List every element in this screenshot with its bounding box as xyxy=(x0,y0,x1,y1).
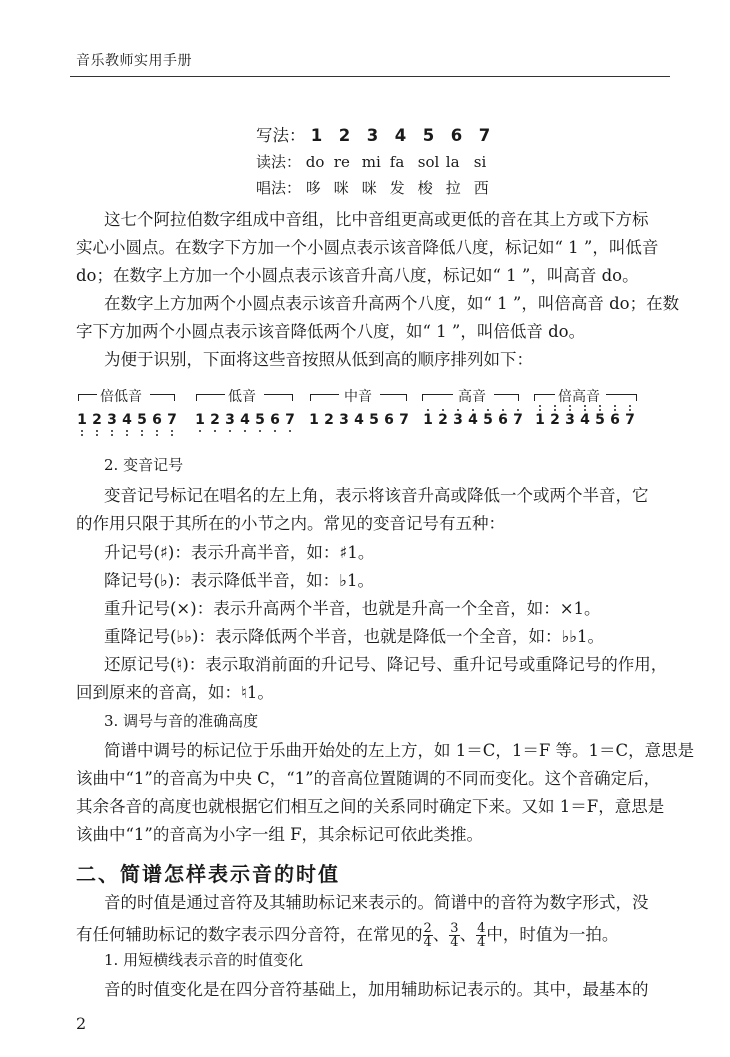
octave-dot xyxy=(156,430,158,432)
scale-digit: 3 xyxy=(225,412,235,428)
sing-val: 咪 xyxy=(333,179,349,197)
paragraph-line: 升记号(♯)：表示升高半音，如：♯1。 xyxy=(104,543,375,562)
header-rule xyxy=(70,76,670,77)
bracket-line xyxy=(196,394,225,401)
scale-digit: 5 xyxy=(137,412,147,428)
octave-dot xyxy=(141,434,143,436)
scale-digit: 1 xyxy=(535,412,545,428)
octave-dot xyxy=(554,409,556,411)
write-val: 3 xyxy=(366,126,379,145)
sing-val: 咪 xyxy=(361,179,377,197)
scale-digit: 4 xyxy=(354,412,364,428)
write-val: 4 xyxy=(394,126,407,145)
text-span: 有任何辅助标记的数字表示四分音符，在常见的 xyxy=(76,925,423,945)
paragraph-line: 这七个阿拉伯数字组成中音组，比中音组更高或更低的音在其上方或下方标 xyxy=(104,210,649,229)
octave-dot xyxy=(111,430,113,432)
solfege-write-row xyxy=(256,128,507,145)
octave-dot xyxy=(614,405,616,407)
octave-dot xyxy=(517,409,519,411)
paragraph-line: 变音记号标记在唱名的左上角，表示将该音升高或降低一个或两个半音，它 xyxy=(104,486,649,505)
scale-digit: 1 xyxy=(309,412,319,428)
octave-dot xyxy=(584,409,586,411)
read-val: la xyxy=(445,153,460,171)
octave-dot xyxy=(199,430,201,432)
octave-dot xyxy=(599,409,601,411)
bracket-line xyxy=(534,394,555,401)
scale-digit: 6 xyxy=(610,412,620,428)
sing-val: 拉 xyxy=(445,179,461,197)
scale-digit: 2 xyxy=(324,412,334,428)
read-label: 读法： xyxy=(256,153,302,171)
bracket-line xyxy=(494,394,519,401)
bracket-line xyxy=(78,394,97,401)
paragraph-line: do；在数字上方加一个小圆点表示该音升高八度，标记如“ 1 ”，叫高音 do。 xyxy=(76,266,639,285)
paragraph-line: 该曲中“1”的音高为小字一组 F，其余标记可依此类推。 xyxy=(76,825,484,844)
write-val: 2 xyxy=(338,126,351,145)
text-span: 、 xyxy=(432,925,450,945)
time-signature xyxy=(423,922,433,949)
scale-digit: 7 xyxy=(399,412,409,428)
octave-dot xyxy=(539,405,541,407)
sing-val: 西 xyxy=(473,179,489,197)
read-val: fa xyxy=(389,153,405,171)
paragraph-line: 为便于识别，下面将这些音按照从低到高的顺序排列如下： xyxy=(104,350,533,369)
scale-digit: 4 xyxy=(122,412,132,428)
paragraph-line: 在数字上方加两个小圆点表示该音升高两个八度，如“ 1 ”，叫倍高音 do；在数 xyxy=(104,294,680,313)
octave-dot xyxy=(599,405,601,407)
frac-num: 3 xyxy=(450,921,459,936)
sing-val: 哆 xyxy=(305,179,321,197)
octave-dot xyxy=(126,430,128,432)
write-val: 7 xyxy=(478,126,491,145)
octave-dot xyxy=(229,430,231,432)
paragraph-line: 音的时值是通过音符及其辅助标记来表示的。简谱中的音符为数字形式，没 xyxy=(104,893,649,912)
octave-dot xyxy=(214,430,216,432)
text-span: 中，时值为一拍。 xyxy=(486,925,619,945)
paragraph-line-fractions xyxy=(76,922,618,949)
octave-dot xyxy=(141,430,143,432)
read-val: sol xyxy=(417,153,440,171)
paragraph-line: 回到原来的音高，如：♮1。 xyxy=(76,683,274,702)
frac-den: 4 xyxy=(423,935,432,950)
write-val: 1 xyxy=(310,126,323,145)
octave-dot xyxy=(274,430,276,432)
octave-dot xyxy=(442,409,444,411)
scale-digit: 5 xyxy=(255,412,265,428)
page-number: 2 xyxy=(76,1014,87,1033)
paragraph-line: 该曲中“1”的音高为中央 C，“1”的音高位置随调的不同而变化。这个音确定后， xyxy=(76,769,661,788)
octave-dot xyxy=(126,434,128,436)
frac-num: 4 xyxy=(477,921,486,936)
octave-dot xyxy=(487,409,489,411)
scale-digit: 2 xyxy=(210,412,220,428)
octave-dot xyxy=(584,405,586,407)
write-label: 写法： xyxy=(256,126,306,145)
running-header: 音乐教师实用手册 xyxy=(76,53,192,69)
octave-dot xyxy=(81,430,83,432)
octave-dot xyxy=(96,430,98,432)
scale-digit: 4 xyxy=(240,412,250,428)
read-val: si xyxy=(473,153,487,171)
scale-digit: 7 xyxy=(625,412,635,428)
octave-dot xyxy=(629,405,631,407)
paragraph-line: 其余各音的高度也就根据它们相互之间的关系同时确定下来。又如 1＝F，意思是 xyxy=(76,797,665,816)
scale-digit: 3 xyxy=(565,412,575,428)
section-heading: 3. 调号与音的准确高度 xyxy=(104,712,259,730)
chapter-subheading: 二、简谱怎样表示音的时值 xyxy=(76,862,340,886)
scale-digit: 5 xyxy=(595,412,605,428)
bracket-line xyxy=(264,394,293,401)
scale-digit: 6 xyxy=(152,412,162,428)
scale-digit: 7 xyxy=(167,412,177,428)
scale-digit: 6 xyxy=(498,412,508,428)
octave-dot xyxy=(502,409,504,411)
octave-dot xyxy=(629,409,631,411)
text-span: 、 xyxy=(459,925,477,945)
write-val: 5 xyxy=(422,126,435,145)
octave-dot xyxy=(259,430,261,432)
bracket-line xyxy=(380,394,407,401)
paragraph-line: 降记号(♭)：表示降低半音，如：♭1。 xyxy=(104,571,374,590)
octave-dot xyxy=(96,434,98,436)
bracket-line xyxy=(422,394,453,401)
frac-num: 2 xyxy=(423,921,432,936)
paragraph-line: 还原记号(♮)：表示取消前面的升记号、降记号、重升记号或重降记号的作用， xyxy=(104,655,668,674)
scale-group-label: 倍低音 xyxy=(100,389,142,405)
sing-val: 发 xyxy=(389,179,405,197)
octave-dot xyxy=(289,430,291,432)
read-val: mi xyxy=(361,153,381,171)
scale-digit: 4 xyxy=(580,412,590,428)
octave-dot xyxy=(457,409,459,411)
octave-dot xyxy=(81,434,83,436)
octave-dot xyxy=(156,434,158,436)
scale-group-label: 倍高音 xyxy=(558,389,600,405)
octave-dot xyxy=(427,409,429,411)
frac-den: 4 xyxy=(450,935,459,950)
scale-digit: 6 xyxy=(270,412,280,428)
octave-dot xyxy=(554,405,556,407)
write-val: 6 xyxy=(450,126,463,145)
scale-digit: 5 xyxy=(483,412,493,428)
octave-dot xyxy=(614,409,616,411)
scale-digit: 2 xyxy=(550,412,560,428)
scale-group-label: 低音 xyxy=(228,389,256,405)
octave-dot xyxy=(539,409,541,411)
pitch-scale-diagram xyxy=(76,386,646,436)
read-val: re xyxy=(333,153,350,171)
octave-dot xyxy=(569,405,571,407)
octave-dot xyxy=(171,434,173,436)
scale-digit: 4 xyxy=(468,412,478,428)
sing-val: 梭 xyxy=(417,179,433,197)
scale-digit: 1 xyxy=(77,412,87,428)
scale-digit: 6 xyxy=(384,412,394,428)
paragraph-line: 字下方加两个小圆点表示该音降低两个八度，如“ 1 ”，叫倍低音 do。 xyxy=(76,322,586,341)
paragraph-line: 重降记号(♭♭)：表示降低两个半音，也就是降低一个全音，如：♭♭1。 xyxy=(104,627,605,646)
paragraph-line: 的作用只限于其所在的小节之内。常见的变音记号有五种： xyxy=(76,514,505,533)
section-heading: 2. 变音记号 xyxy=(104,456,184,474)
solfege-read-row xyxy=(256,155,502,170)
scale-digit: 3 xyxy=(107,412,117,428)
scale-digit: 5 xyxy=(369,412,379,428)
time-signature xyxy=(476,922,486,949)
octave-dot xyxy=(171,430,173,432)
scale-digit: 1 xyxy=(423,412,433,428)
scale-digit: 2 xyxy=(92,412,102,428)
octave-dot xyxy=(472,409,474,411)
scale-digit: 1 xyxy=(195,412,205,428)
bracket-line xyxy=(310,394,339,401)
paragraph-line: 音的时值变化是在四分音符基础上，加用辅助标记表示的。其中，最基本的 xyxy=(104,980,649,999)
octave-dot xyxy=(569,409,571,411)
sing-label: 唱法： xyxy=(256,179,302,197)
bracket-line xyxy=(606,394,637,401)
read-val: do xyxy=(305,153,325,171)
paragraph-line: 重升记号(×)：表示升高两个半音，也就是升高一个全音，如：×1。 xyxy=(104,599,601,618)
scale-digit: 3 xyxy=(453,412,463,428)
scale-digit: 3 xyxy=(339,412,349,428)
scale-digits xyxy=(76,408,646,436)
section-heading: 1. 用短横线表示音的时值变化 xyxy=(104,951,304,969)
paragraph-line: 简谱中调号的标记位于乐曲开始处的左上方，如 1＝C，1＝F 等。1＝C，意思是 xyxy=(104,741,695,760)
scale-digit: 7 xyxy=(285,412,295,428)
scale-group-label: 高音 xyxy=(458,389,486,405)
scale-group-label: 中音 xyxy=(344,389,372,405)
paragraph-line: 实心小圆点。在数字下方加一个小圆点表示该音降低八度，标记如“ 1 ”，叫低音 xyxy=(76,238,659,257)
scale-digit: 7 xyxy=(513,412,523,428)
octave-dot xyxy=(111,434,113,436)
scale-digit: 2 xyxy=(438,412,448,428)
bracket-line xyxy=(150,394,175,401)
time-signature xyxy=(449,922,459,949)
octave-dot xyxy=(244,430,246,432)
solfege-sing-row xyxy=(256,181,502,196)
frac-den: 4 xyxy=(477,935,486,950)
